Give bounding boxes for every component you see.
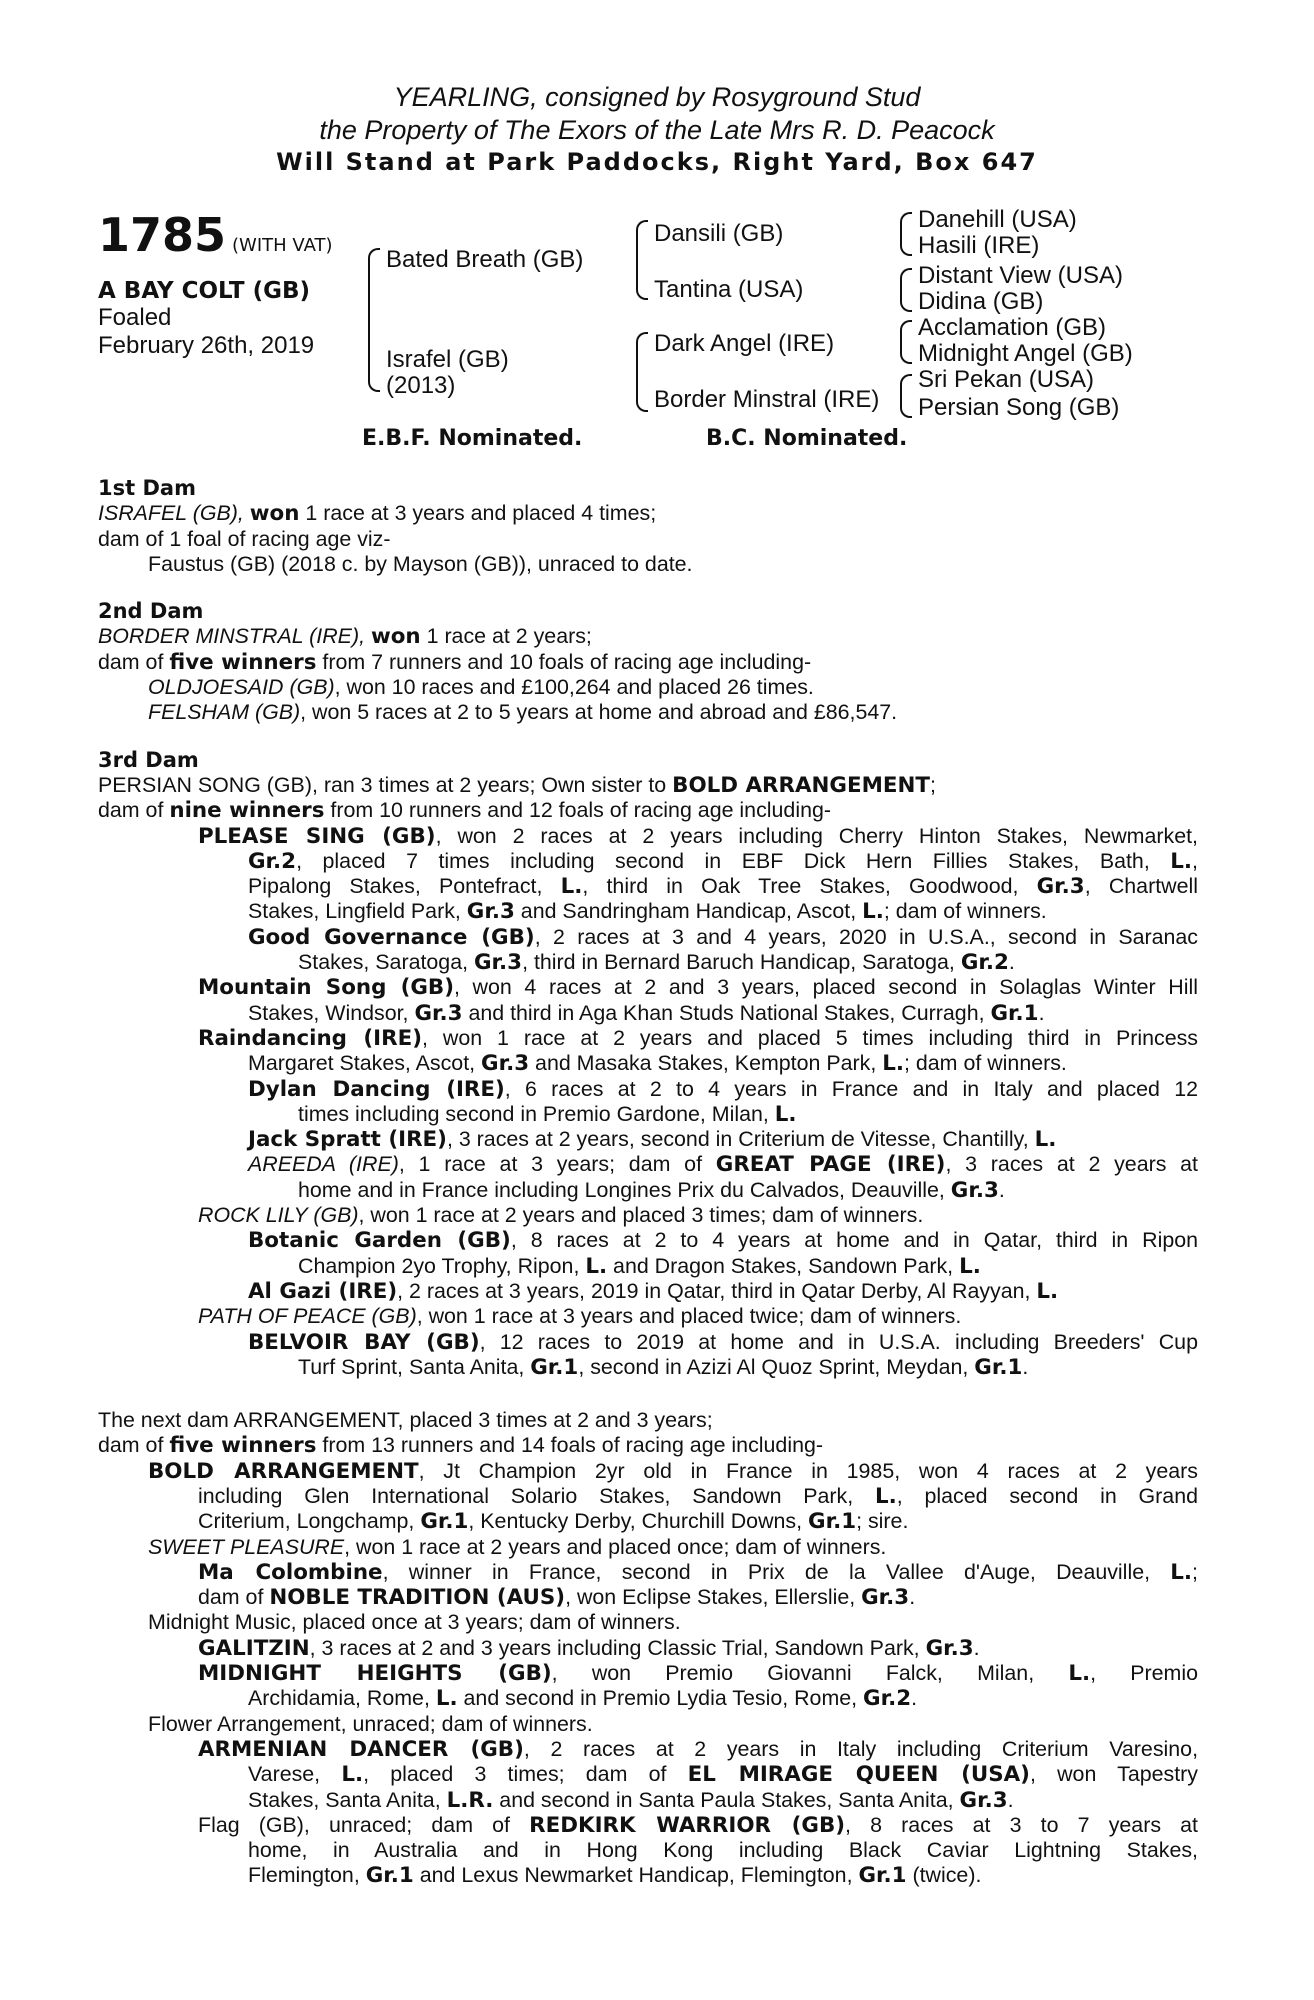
produce-line [98, 899, 1198, 924]
text: and Sandringham Handicap, Ascot, [514, 899, 863, 924]
grade: L. [1034, 1127, 1057, 1153]
text: Stakes, Saratoga, [298, 950, 474, 975]
grade: L. [1170, 848, 1193, 874]
produce-line [98, 1178, 1198, 1203]
lot-number: 1785 [98, 208, 227, 262]
grade: L. [1068, 1661, 1091, 1687]
winners-count: nine winners [169, 798, 325, 824]
text: and Lexus Newmarket Handicap, Flemington, [413, 1863, 859, 1888]
text: from 13 runners and 14 foals of racing age including- [316, 1433, 823, 1458]
produce-name: Al Gazi (IRE) [248, 1278, 398, 1304]
text: from 10 runners and 12 foals of racing age including- [324, 798, 831, 823]
grade: Gr.2 [960, 950, 1009, 976]
produce-name: Botanic Garden (GB) [248, 1228, 511, 1254]
text: and Masaka Stakes, Kempton Park, [529, 1051, 883, 1076]
sire-sire-sire: Danehill (USA) [918, 206, 1077, 233]
text: dam of [98, 649, 170, 674]
text: . [909, 1585, 916, 1610]
text: Flag (GB), unraced; dam of [198, 1812, 530, 1837]
text: Archidamia, Rome, [248, 1686, 436, 1711]
produce-line [98, 1203, 1198, 1228]
text: Flemington, [248, 1863, 366, 1888]
produce-line [98, 1254, 1198, 1279]
produce-line [98, 874, 1198, 899]
text: and second in Premio Lydia Tesio, Rome, [457, 1686, 864, 1711]
text: , won 1 race at 2 years and placed 3 times; dam of winners. [358, 1203, 924, 1228]
text: , 8 races at 3 to 7 years at [845, 1812, 1198, 1837]
produce-name: Mountain Song (GB) [198, 975, 454, 1001]
text: , 8 races at 2 to 4 years at home and in Qatar, third in Ripon [510, 1228, 1199, 1253]
first-dam-section [98, 476, 1198, 577]
text: , third in Bernard Baruch Handicap, Saratoga, [522, 950, 961, 975]
produce-line [98, 1509, 1198, 1534]
produce-line [98, 1330, 1198, 1355]
gs-brace-4 [900, 374, 912, 418]
text: , Kentucky Derby, Churchill Downs, [468, 1509, 809, 1534]
grade: Gr.3 [414, 1000, 463, 1026]
text: . [911, 1686, 918, 1711]
sire-brace [636, 220, 648, 300]
text: . [973, 1635, 980, 1660]
text: , 3 races at 2 and 3 years including Classic Trial, Sandown Park, [309, 1635, 926, 1660]
produce-line [98, 1737, 1198, 1762]
produce-record: , won 5 races at 2 to 5 years at home and abroad and £86,547. [300, 700, 898, 725]
text: , 12 races to 2019 at home and in U.S.A. including Breeders' Cup [479, 1329, 1198, 1354]
sire-dam: Tantina (USA) [654, 276, 804, 303]
text: dam of [98, 1433, 170, 1458]
produce-line [98, 1813, 1198, 1838]
text: , placed 7 times including second in EBF Dick Hern Fillies Stakes, Bath, [296, 848, 1171, 873]
grade: L.R. [446, 1787, 494, 1813]
family-body [98, 476, 1198, 1889]
vat-note: (WITH VAT) [232, 235, 333, 256]
text: ; dam of winners. [904, 1051, 1067, 1076]
produce-line [98, 950, 1198, 975]
dam-dam-sire: Sri Pekan (USA) [918, 366, 1095, 393]
produce-line [98, 1788, 1198, 1813]
text: , placed 3 times; dam of [363, 1762, 688, 1787]
produce-name: SWEET PLEASURE [148, 1534, 345, 1559]
next-dam-intro: The next dam ARRANGEMENT, placed 3 times at 2 and 3 years; [98, 1408, 713, 1433]
text: . [998, 1177, 1005, 1202]
produce-name: PATH OF PEACE (GB) [198, 1304, 417, 1329]
gs-brace-2 [900, 268, 912, 312]
produce-name: OLDJOESAID (GB) [148, 675, 335, 700]
produce-line [98, 1535, 1198, 1560]
grade: Gr.1 [974, 1354, 1023, 1380]
grade: Gr.3 [950, 1177, 999, 1203]
produce-name: PLEASE SING (GB) [198, 823, 436, 849]
section-heading: 2nd Dam [98, 599, 204, 624]
produce-line: Flower Arrangement, unraced; dam of winners. [148, 1711, 593, 1736]
foaled-date: February 26th, 2019 [98, 332, 315, 359]
produce-line: Midnight Music, placed once at 3 years; dam of winners. [148, 1610, 681, 1635]
text: Stakes, Windsor, [248, 1000, 415, 1025]
header-property: the Property of The Exors of the Late Mrs R. D. Peacock [319, 115, 995, 145]
produce-name: ARMENIAN DANCER (GB) [198, 1736, 524, 1762]
grade: Gr.1 [808, 1509, 857, 1535]
next-dam-section [98, 1408, 1198, 1889]
text: . [1022, 1354, 1029, 1379]
grade: Gr.1 [858, 1863, 907, 1889]
produce-line [98, 1686, 1198, 1711]
produce-entry: Faustus (GB) (2018 c. by Mayson (GB)), unraced to date. [148, 551, 693, 576]
dam: Israfel (GB) [386, 346, 509, 373]
grade: Gr.3 [466, 899, 515, 925]
text: , third in Oak Tree Stakes, Goodwood, [582, 874, 1037, 899]
grade: L. [341, 1762, 364, 1788]
produce-line [98, 1585, 1198, 1610]
text: Turf Sprint, Santa Anita, [298, 1354, 531, 1379]
produce-line [98, 824, 1198, 849]
text: , won 1 race at 3 years and placed twice; dam of winners. [416, 1304, 962, 1329]
grade: L. [1170, 1559, 1193, 1585]
sire-dam-dam: Didina (GB) [918, 288, 1044, 315]
grade: L. [959, 1253, 981, 1279]
relative-name: BOLD ARRANGEMENT [672, 772, 930, 798]
text: and second in Santa Paula Stakes, Santa Anita, [493, 1787, 960, 1812]
text: , 2 races at 2 years in Italy including Criterium Varesino, [523, 1736, 1199, 1761]
text: Stakes, Lingfield Park, [248, 899, 467, 924]
grade: Gr.3 [925, 1635, 974, 1661]
text: , 6 races at 2 to 4 years in France and in Italy and placed 12 [504, 1076, 1198, 1101]
winners-count: five winners [169, 1433, 317, 1459]
text: , 3 races at 2 years at [945, 1152, 1199, 1177]
text: , 1 race at 3 years; dam of [398, 1152, 716, 1177]
grade: Gr.1 [365, 1863, 414, 1889]
produce-name: BOLD ARRANGEMENT [148, 1458, 419, 1484]
produce-name: BELVOIR BAY (GB) [248, 1329, 480, 1355]
text: , won 4 races at 2 and 3 years, placed second in Solaglas Winter Hill [453, 975, 1198, 1000]
produce-name: MIDNIGHT HEIGHTS (GB) [198, 1661, 552, 1687]
text: , Premio [1090, 1661, 1199, 1686]
won-label: won [249, 501, 300, 527]
produce-line [98, 1228, 1198, 1253]
text: , won 1 race at 2 years and placed once; dam of winners. [344, 1534, 887, 1559]
text: , second in Azizi Al Quoz Sprint, Meydan, [578, 1354, 975, 1379]
text: , won Tapestry [1029, 1762, 1198, 1787]
lot-title: A BAY COLT (GB) [98, 278, 311, 304]
won-label: won [370, 624, 421, 650]
produce-name: Jack Spratt (IRE) [248, 1127, 447, 1153]
dam-dam: Border Minstral (IRE) [654, 386, 880, 413]
text: . [1007, 1787, 1014, 1812]
grade: L. [862, 899, 884, 925]
dam-year: (2013) [386, 372, 456, 399]
produce-name: GREAT PAGE (IRE) [715, 1152, 946, 1178]
produce-summary: dam of 1 foal of racing age viz- [98, 526, 391, 551]
produce-line [98, 1051, 1198, 1076]
produce-line [98, 1026, 1198, 1051]
text: ; [1192, 1559, 1198, 1584]
produce-name: AREEDA (IRE) [248, 1152, 399, 1177]
bc-nominated: B.C. Nominated. [706, 426, 908, 451]
dam-brace [636, 332, 648, 412]
dam-name: ISRAFEL (GB), [98, 501, 250, 526]
dam-name: BORDER MINSTRAL (IRE), [98, 624, 371, 649]
race-record: 1 race at 2 years; [420, 624, 592, 649]
winners-count: five winners [169, 649, 317, 675]
grade: Gr.3 [1036, 874, 1085, 900]
gs-brace-3 [900, 320, 912, 364]
produce-line [98, 1762, 1198, 1787]
grade: Gr.1 [530, 1354, 579, 1380]
produce-name: Raindancing (IRE) [198, 1025, 423, 1051]
text: , 2 races at 3 and 4 years, 2020 in U.S.A., second in Saranac [534, 924, 1199, 949]
produce-name: FELSHAM (GB) [148, 700, 301, 725]
produce-line [98, 1077, 1198, 1102]
produce-line [98, 1560, 1198, 1585]
produce-name: ROCK LILY (GB) [198, 1203, 359, 1228]
produce-line [98, 1127, 1198, 1152]
text: Varese, [248, 1762, 342, 1787]
dam-sire: Dark Angel (IRE) [654, 330, 835, 357]
produce-line [98, 1863, 1198, 1888]
dam-dam-dam: Persian Song (GB) [918, 394, 1120, 421]
text: ; sire. [856, 1509, 909, 1534]
produce-name: Dylan Dancing (IRE) [248, 1076, 505, 1102]
text: ; dam of winners. [883, 899, 1047, 924]
ebf-nominated: E.B.F. Nominated. [362, 426, 583, 451]
produce-name: Good Governance (GB) [248, 924, 535, 950]
dam-name: PERSIAN SONG (GB), ran 3 times at 2 years; Own sister to [98, 772, 673, 797]
grade: L. [874, 1483, 897, 1509]
produce-line [98, 975, 1198, 1000]
grade: L. [774, 1101, 797, 1127]
text: from 7 runners and 10 foals of racing age including- [316, 649, 812, 674]
produce-line [98, 1102, 1198, 1127]
grade: Gr.3 [861, 1585, 910, 1611]
sire: Bated Breath (GB) [386, 246, 584, 273]
text: including Glen International Solario Stakes, Sandown Park, [198, 1483, 875, 1508]
dam-sire-dam: Midnight Angel (GB) [918, 340, 1133, 367]
text: Margaret Stakes, Ascot, [248, 1051, 482, 1076]
text: Champion 2yo Trophy, Ripon, [298, 1253, 586, 1278]
grade: Gr.1 [420, 1509, 469, 1535]
grade: Gr.2 [248, 848, 297, 874]
grade: Gr.2 [863, 1686, 912, 1712]
produce-record: , won 10 races and £100,264 and placed 26 times. [334, 675, 814, 700]
text: , won Premio Giovanni Falck, Milan, [551, 1661, 1069, 1686]
produce-name: EL MIRAGE QUEEN (USA) [687, 1762, 1030, 1788]
gs-brace-1 [900, 212, 912, 256]
grade: L. [882, 1051, 904, 1077]
grade: Gr.3 [473, 950, 523, 976]
sire-sire: Dansili (GB) [654, 220, 784, 247]
produce-line [98, 925, 1198, 950]
pedigree-brace [368, 248, 380, 392]
produce-line [98, 1279, 1198, 1304]
grade: L. [560, 874, 583, 900]
produce-line [98, 1459, 1198, 1484]
produce-line [98, 1152, 1198, 1177]
section-heading: 3rd Dam [98, 747, 199, 772]
produce-name: NOBLE TRADITION (AUS) [269, 1585, 566, 1611]
produce-line [98, 1484, 1198, 1509]
text: , won 1 race at 2 years and placed 5 times including third in Princess [422, 1025, 1198, 1050]
produce-name: REDKIRK WARRIOR (GB) [529, 1812, 846, 1838]
text: times including second in Premio Gardone, Milan, [298, 1101, 775, 1126]
text: and third in Aga Khan Studs National Stakes, Curragh, [462, 1000, 991, 1025]
grade: Gr.3 [959, 1787, 1008, 1813]
second-dam-section [98, 599, 1198, 725]
text: , 3 races at 2 years, second in Criterium de Vitesse, Chantilly, [446, 1127, 1035, 1152]
text: home and in France including Longines Prix du Calvados, Deauville, [298, 1177, 951, 1202]
grade: Gr.1 [990, 1000, 1039, 1026]
foaled-label: Foaled [98, 304, 172, 331]
header-consignor: YEARLING, consigned by Rosyground Stud [393, 82, 921, 112]
header-location: Will Stand at Park Paddocks, Right Yard, Box 647 [276, 148, 1038, 176]
section-heading: 1st Dam [98, 476, 196, 500]
race-record: 1 race at 3 years and placed 4 times; [299, 501, 657, 526]
dam-sire-sire: Acclamation (GB) [918, 314, 1107, 341]
text: ; [930, 772, 936, 797]
produce-line [98, 1001, 1198, 1026]
grade: L. [435, 1686, 458, 1712]
produce-line [98, 1304, 1198, 1329]
text: , placed second in Grand [896, 1483, 1198, 1508]
produce-line [98, 1636, 1198, 1661]
text: and Dragon Stakes, Sandown Park, [607, 1253, 960, 1278]
produce-name: GALITZIN [198, 1635, 310, 1661]
text: , Chartwell [1084, 874, 1198, 899]
produce-name: Ma Colombine [198, 1559, 383, 1585]
lot-number-line [98, 208, 333, 262]
sire-dam-sire: Distant View (USA) [918, 262, 1123, 289]
produce-line [98, 1661, 1198, 1686]
produce-line: home, in Australia and in Hong Kong including Black Caviar Lightning Stakes, [248, 1838, 1198, 1863]
grade: Gr.3 [481, 1051, 530, 1077]
text: dam of [198, 1585, 270, 1610]
grade: L. [1036, 1278, 1059, 1304]
text: dam of [98, 798, 170, 823]
text: , 2 races at 3 years, 2019 in Qatar, third in Qatar Derby, Al Rayyan, [397, 1278, 1037, 1303]
third-dam-section [98, 748, 1198, 1380]
produce-line [98, 849, 1198, 874]
text: . [1008, 950, 1015, 975]
text: , won 2 races at 2 years including Cherry Hinton Stakes, Newmarket, [435, 823, 1198, 848]
text: , [1192, 848, 1198, 873]
text: Stakes, Santa Anita, [248, 1787, 447, 1812]
sire-sire-dam: Hasili (IRE) [918, 232, 1040, 259]
text: (twice). [906, 1863, 982, 1888]
text: Pipalong Stakes, Pontefract, [248, 874, 561, 899]
produce-line [98, 1355, 1198, 1380]
text: , winner in France, second in Prix de la Vallee d'Auge, Deauville, [382, 1559, 1171, 1584]
text: , won Eclipse Stakes, Ellerslie, [565, 1585, 862, 1610]
grade: L. [585, 1253, 608, 1279]
text: , Jt Champion 2yr old in France in 1985, won 4 races at 2 years [418, 1458, 1198, 1483]
text: Criterium, Longchamp, [198, 1509, 421, 1534]
text: . [1038, 1000, 1045, 1025]
